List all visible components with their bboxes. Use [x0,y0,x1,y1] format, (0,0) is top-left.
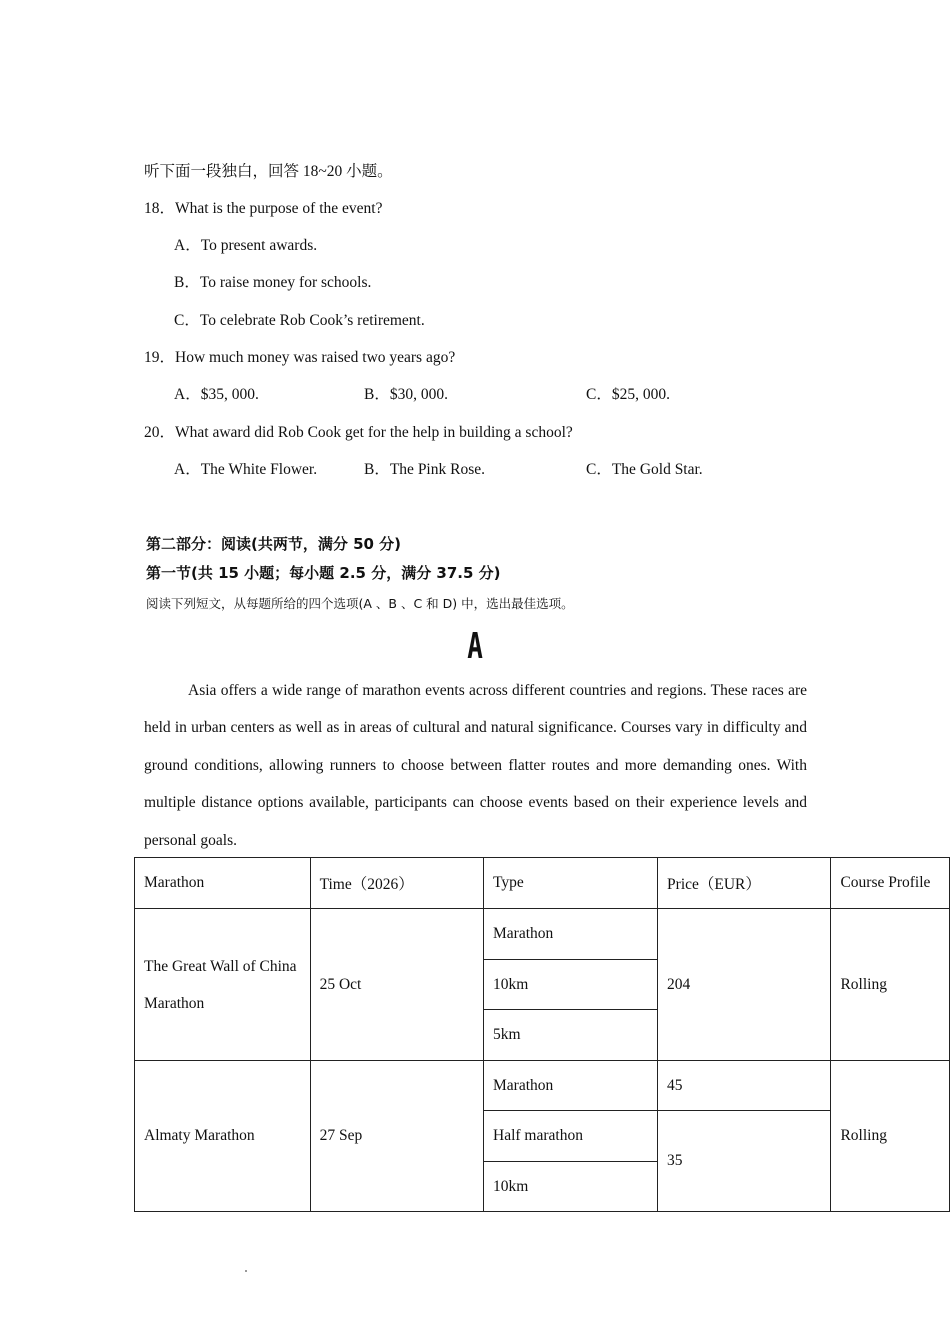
section-heading: 第一节(共 15 小题；每小题 2.5 分，满分 37.5 分) [146,564,501,582]
option-text: To raise money for schools. [199,274,372,291]
table-header-row [135,858,950,909]
marathon-time: 25 Oct [310,909,483,1061]
option-text: $35, 000. [200,386,259,403]
table-row [135,909,950,960]
option-label: B． [174,274,200,291]
question-number: 20． [144,424,176,441]
option-20c [586,460,703,480]
option-text: To celebrate Rob Cook’s retirement. [199,312,425,329]
marathon-profile: Rolling [831,909,950,1061]
option-19b [364,385,448,405]
question-text: What award did Rob Cook get for the help in building a school? [175,424,573,441]
header-price: Price（EUR） [658,858,831,909]
header-course-profile: Course Profile [831,858,950,909]
question-text: How much money was raised two years ago? [175,349,456,366]
option-label: B． [364,386,390,403]
marathon-name: Almaty Marathon [135,1061,311,1212]
reading-instructions: 阅读下列短文，从每题所给的四个选项(A 、B 、C 和 D) 中，选出最佳选项。 [146,596,574,611]
marathon-type: Marathon [484,909,658,960]
option-label: C． [174,312,200,329]
paragraph-text: Asia offers a wide range of marathon events across different countries and regions. These races are held in urban centers as well as in areas of cultural and natural significance. Courses vary in difficulty and ground conditions, allowing runners to choose between flatter routes and more demanding ones. With multiple distance options available, participants can choose events based on their experience levels and personal goals. [144,682,807,849]
option-label: B． [364,461,390,478]
header-time: Time（2026） [310,858,483,909]
option-text: To present awards. [200,237,318,254]
question-text: What is the purpose of the event? [175,200,383,217]
marathon-time: 27 Sep [310,1061,483,1212]
marathon-name: The Great Wall of China Marathon [135,909,311,1061]
marathon-type: 5km [484,1010,658,1061]
option-label: C． [586,386,612,403]
option-label: A． [174,386,201,403]
listening-intro: 听下面一段独白，回答 18~20 小题。 [144,163,393,180]
question-19 [144,348,455,368]
option-19a [174,385,259,405]
marathon-type: Half marathon [484,1111,658,1162]
option-label: C． [586,461,612,478]
option-text: $25, 000. [611,386,670,403]
question-20 [144,423,573,443]
option-20b [364,460,485,480]
marathon-type: 10km [484,1162,658,1212]
marathon-profile: Rolling [831,1061,950,1212]
option-18a [174,236,317,256]
page-speck [245,1270,247,1272]
question-number: 19． [144,349,176,366]
option-text: The White Flower. [200,461,318,478]
table-row [135,1061,950,1111]
option-18c [174,311,425,331]
option-text: $30, 000. [389,386,448,403]
option-label: A． [174,237,201,254]
header-marathon: Marathon [135,858,311,909]
option-19c [586,385,670,405]
passage-paragraph [144,672,807,859]
part-heading: 第二部分：阅读(共两节，满分 50 分) [146,535,402,553]
question-18 [144,199,382,219]
marathon-price: 35 [658,1111,831,1212]
question-number: 18． [144,200,176,217]
option-label: A． [174,461,201,478]
header-type: Type [484,858,658,909]
option-20a [174,460,317,480]
marathon-table [134,857,950,1212]
marathon-price: 204 [658,909,831,1061]
marathon-type: Marathon [484,1061,658,1111]
marathon-type: 10km [484,960,658,1010]
option-18b [174,273,371,293]
option-text: The Pink Rose. [389,461,485,478]
option-text: The Gold Star. [611,461,703,478]
passage-letter: A [467,626,483,667]
marathon-price: 45 [658,1061,831,1111]
